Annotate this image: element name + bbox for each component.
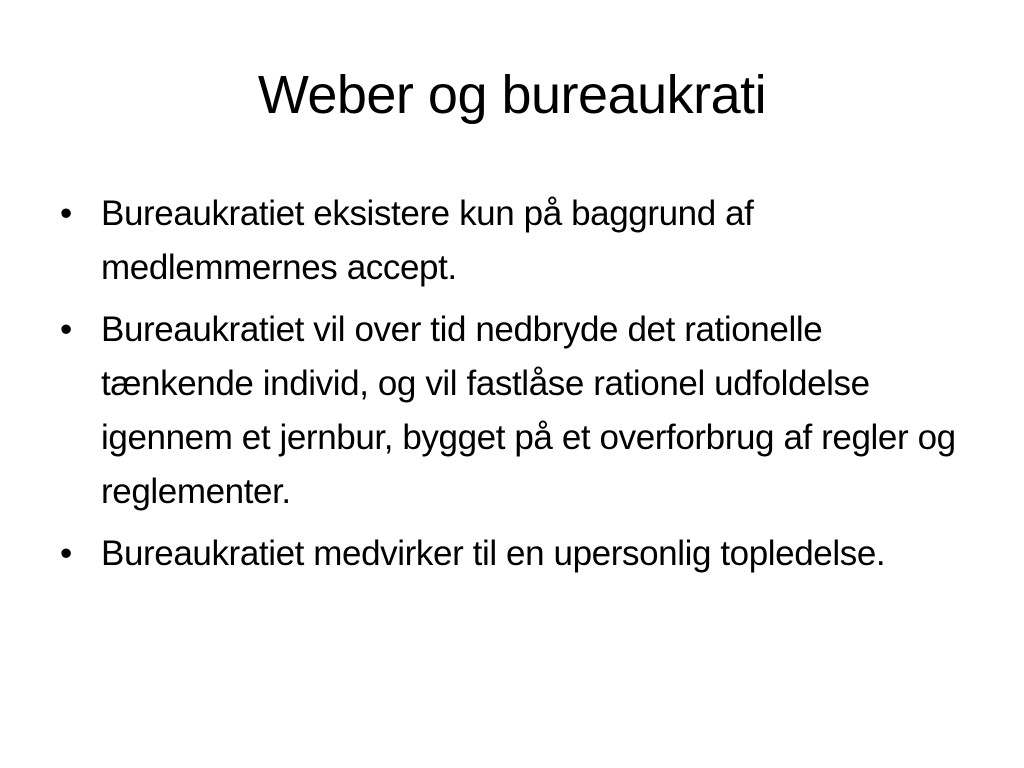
bullet-icon: • (60, 194, 72, 233)
bullet-item (60, 527, 980, 581)
bullet-icon: • (60, 310, 72, 349)
bullet-item (60, 303, 980, 519)
bullet-text: Bureaukratiet medvirker til en upersonlig topledelse. (101, 534, 886, 573)
slide-title: Weber og bureaukrati (257, 65, 767, 125)
bullet-icon: • (60, 534, 72, 573)
bullet-text: Bureaukratiet vil over tid nedbryde det rationelle tænkende individ, og vil fastlåse rationel udfoldelse igennem et jernbur, bygget på et overforbrug af regler og reglementer. (101, 310, 956, 511)
bullet-text: Bureaukratiet eksistere kun på baggrund af medlemmernes accept. (101, 194, 754, 287)
bullet-list (60, 187, 980, 589)
bullet-item (60, 187, 980, 295)
